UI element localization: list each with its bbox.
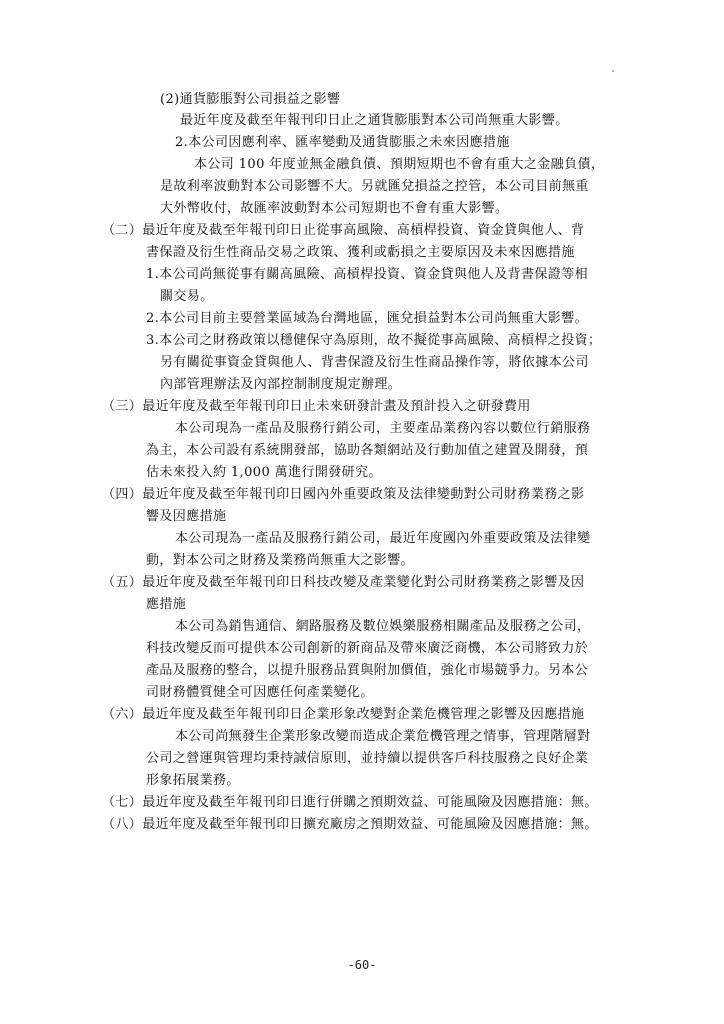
section-heading-5-cont: 應措施 — [146, 597, 187, 612]
paragraph-line: 本公司尚無發生企業形象改變而造成企業危機管理之情事，管理階層對 — [175, 729, 591, 744]
paragraph-line: 公司之營運與管理均秉持誠信原則，並持續以提供客戶科技服務之良好企業 — [146, 751, 589, 766]
list-item-cont: 關交易。 — [160, 289, 214, 304]
paragraph-line: 科技改變反而可提供本公司創新的新商品及帶來廣泛商機，本公司將致力於 — [146, 641, 589, 656]
list-item-cont: 內部管理辦法及內部控制制度規定辦理。 — [160, 377, 402, 392]
paragraph-line: 本公司為銷售通信、網路服務及數位娛樂服務相關產品及服務之公司， — [175, 619, 591, 634]
subsection-heading: (2)通貨膨脹對公司損益之影響 — [160, 92, 341, 107]
section-heading-3: （三）最近年度及截至年報刊印日止未來研發計畫及預計投入之研發費用 — [102, 399, 531, 414]
section-heading-5: （五）最近年度及截至年報刊印日科技改變及產業變化對公司財務業務之影響及因 — [102, 575, 585, 590]
section-heading-6: （六）最近年度及截至年報刊印日企業形象改變對企業危機管理之影響及因應措施 — [102, 707, 585, 722]
paragraph-line: 產品及服務的整合，以提升服務品質與附加價值，強化市場競爭力。另本公 — [146, 663, 589, 678]
list-item: 2.本公司目前主要營業區域為台灣地區，匯兌損益對本公司尚無重大影響。 — [146, 311, 589, 326]
list-item-cont: 另有關從事資金貸與他人、背書保證及衍生性商品操作等，將依據本公司 — [160, 355, 589, 370]
list-item: 1.本公司尚無從事有關高風險、高槓桿投資、資金貸與他人及背書保證等相 — [146, 267, 589, 282]
paragraph-line: 形象拓展業務。 — [146, 773, 240, 788]
paragraph-line: 本公司 100 年度並無金融負債、預期短期也不會有重大之金融負債， — [194, 157, 605, 172]
paragraph-line: 大外幣收付，故匯率波動對本公司短期也不會有重大影響。 — [160, 201, 509, 216]
section-heading-4: （四）最近年度及截至年報刊印日國內外重要政策及法律變動對公司財務業務之影 — [102, 487, 585, 502]
paragraph-line: 估未來投入約 1,000 萬進行開發研究。 — [146, 465, 382, 480]
paragraph-line: 本公司現為一產品及服務行銷公司，最近年度國內外重要政策及法律變 — [175, 531, 591, 546]
paragraph-line: 為主，本公司設有系統開發部，協助各類網站及行動加值之建置及開發，預 — [146, 443, 589, 458]
scan-speck — [612, 70, 614, 72]
subsection-heading: 2.本公司因應利率、匯率變動及通貨膨脹之未來因應措施 — [175, 135, 510, 150]
section-heading-8: （八）最近年度及截至年報刊印日擴充廠房之預期效益、可能風險及因應措施：無。 — [102, 817, 598, 832]
paragraph-line: 動，對本公司之財務及業務尚無重大之影響。 — [146, 553, 415, 568]
list-item: 3.本公司之財務政策以穩健保守為原則，故不擬從事高風險、高槓桿之投資； — [146, 333, 602, 348]
paragraph-line: 最近年度及截至年報刊印日止之通貨膨脹對本公司尚無重大影響。 — [180, 113, 569, 128]
paragraph-line: 是故利率波動對本公司影響不大。另就匯兌損益之控管，本公司目前無重 — [160, 179, 589, 194]
section-heading-2: （二）最近年度及截至年報刊印日止從事高風險、高槓桿投資、資金貸與他人、背 — [102, 223, 585, 238]
section-heading-2-cont: 書保證及衍生性商品交易之政策、獲利或虧損之主要原因及未來因應措施 — [146, 245, 575, 260]
section-heading-4-cont: 響及因應措施 — [146, 509, 227, 524]
section-heading-7: （七）最近年度及截至年報刊印日進行併購之預期效益、可能風險及因應措施：無。 — [102, 795, 598, 810]
paragraph-line: 本公司現為一產品及服務行銷公司，主要產品業務內容以數位行銷服務 — [175, 421, 591, 436]
page-number: -60- — [347, 958, 377, 972]
paragraph-line: 司財務體質健全可因應任何產業變化。 — [146, 685, 374, 700]
